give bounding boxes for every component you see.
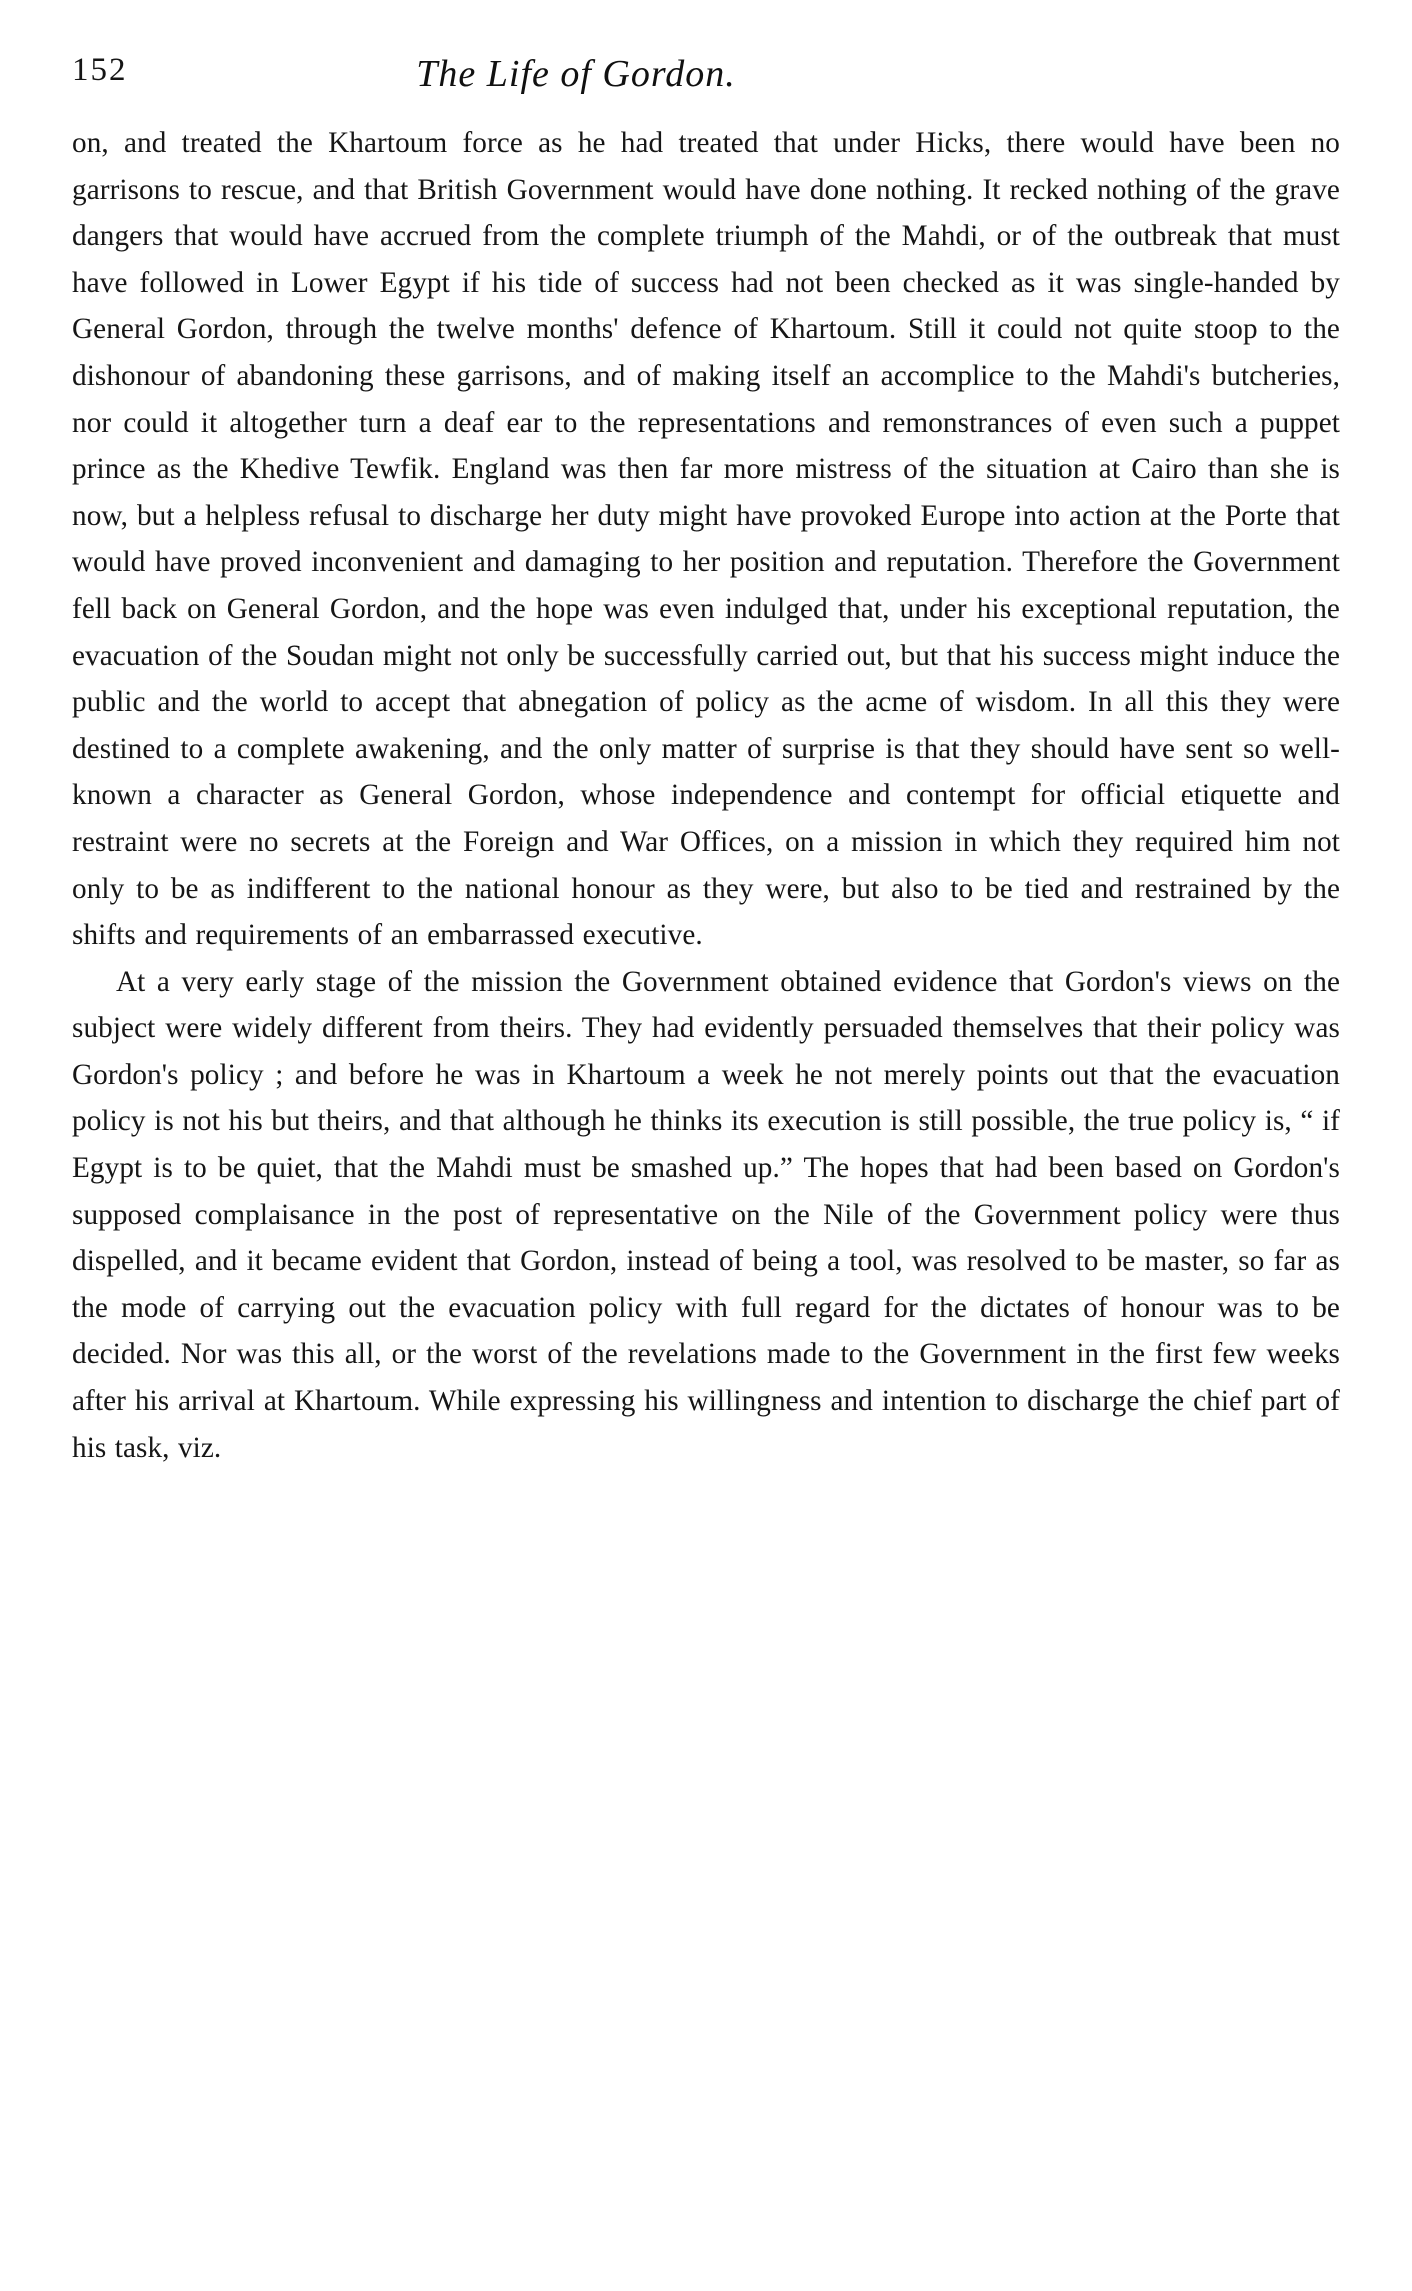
page-body (72, 120, 1340, 1471)
page-header (72, 0, 1340, 120)
paragraph: At a very early stage of the mission the Government obtained evidence that Gordon's views on the subject were widely different from theirs. They had evidently persuaded themselves that their policy was Gordon's policy ; and before he was in Khartoum a week he not merely points out that the evacuation policy is not his but theirs, and that although he thinks its execution is still possible, the true policy is, “ if Egypt is to be quiet, that the Mahdi must be smashed up.” The hopes that had been based on Gordon's supposed complaisance in the post of representative on the Nile of the Government policy were thus dispelled, and it became evident that Gordon, instead of being a tool, was resolved to be master, so far as the mode of carrying out the evacuation policy with full regard for the dictates of honour was to be decided. Nor was this all, or the worst of the revelations made to the Government in the first few weeks after his arrival at Khartoum. While expressing his willingness and intention to discharge the chief part of his task, viz. (72, 965, 1340, 1464)
page-number: 152 (72, 52, 128, 88)
running-head-title: The Life of Gordon. (416, 53, 736, 95)
paragraph: on, and treated the Khartoum force as he had treated that under Hicks, there would have been no garrisons to rescue, and that British Government would have done nothing. It recked nothing of the grave dangers that would have accrued from the complete triumph of the Mahdi, or of the outbreak that must have followed in Lower Egypt if his tide of success had not been checked as it was single-handed by General Gordon, through the twelve months' defence of Khartoum. Still it could not quite stoop to the dishonour of abandoning these garrisons, and of making itself an accomplice to the Mahdi's butcheries, nor could it altogether turn a deaf ear to the representations and remonstrances of even such a puppet prince as the Khedive Tewfik. England was then far more mistress of the situation at Cairo than she is now, but a helpless refusal to discharge her duty might have provoked Europe into action at the Porte that would have proved inconvenient and damaging to her position and reputation. Therefore the Government fell back on General Gordon, and the hope was even indulged that, under his exceptional reputation, the evacuation of the Soudan might not only be successfully carried out, but that his success might induce the public and the world to accept that abnegation of policy as the acme of wisdom. In all this they were destined to a complete awakening, and the only matter of surprise is that they should have sent so well-known a character as General Gordon, whose independence and contempt for official etiquette and restraint were no secrets at the Foreign and War Offices, on a mission in which they required him not only to be as indifferent to the national honour as they were, but also to be tied and restrained by the shifts and requirements of an embarrassed executive. (72, 127, 1340, 952)
